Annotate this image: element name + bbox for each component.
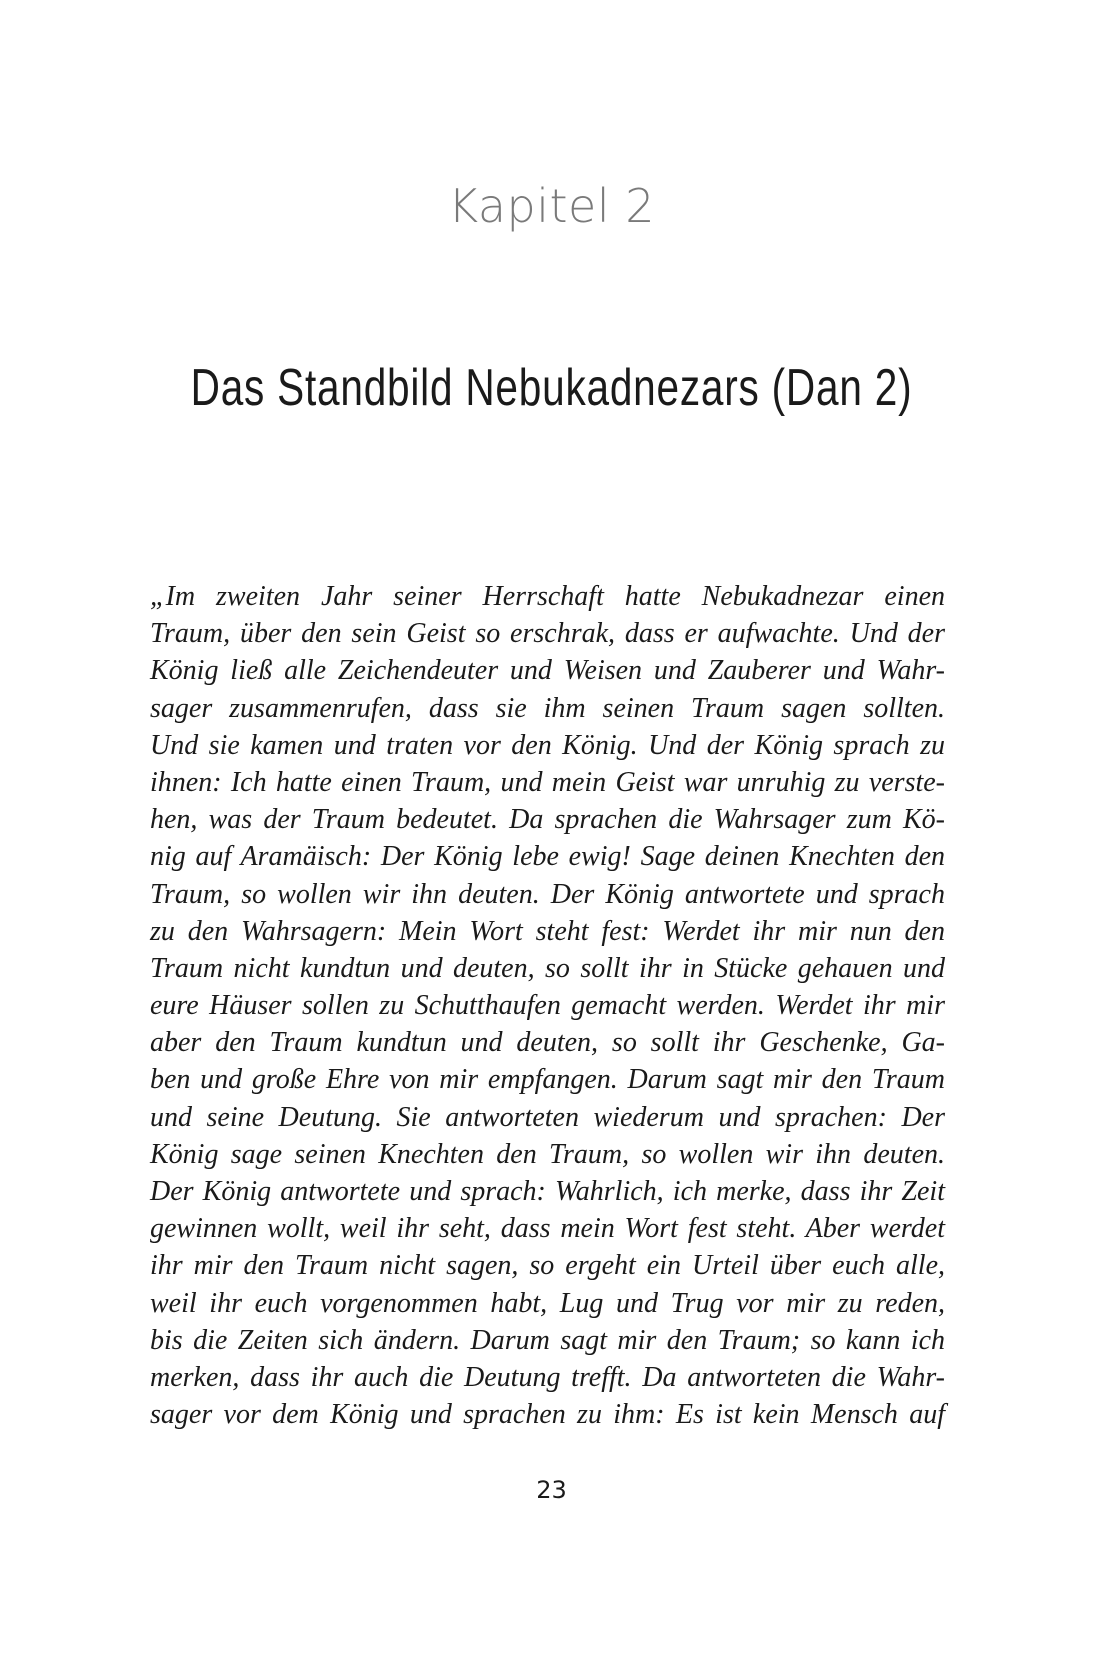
- body-line: König ließ alle Zeichendeuter und Weisen und Zauberer und Wahr-: [150, 655, 945, 687]
- body-text: [150, 578, 945, 1433]
- body-line: Der König antwortete und sprach: Wahrlich, ich merke, dass ihr Zeit: [150, 1176, 945, 1207]
- body-line: und seine Deutung. Sie antworteten wiederum und sprachen: Der: [150, 1101, 945, 1133]
- body-line: ihnen: Ich hatte einen Traum, und mein Geist war unruhig zu verste-: [150, 766, 945, 798]
- body-line: weil ihr euch vorgenommen habt, Lug und Trug vor mir zu reden,: [150, 1287, 945, 1319]
- body-line: nig auf Aramäisch: Der König lebe ewig! Sage deinen Knechten den: [150, 841, 945, 873]
- page-number: 23: [536, 1476, 567, 1504]
- body-line: bis die Zeiten sich ändern. Darum sagt mir den Traum; so kann ich: [150, 1324, 945, 1356]
- body-line: sager vor dem König und sprachen zu ihm: Es ist kein Mensch auf: [150, 1399, 945, 1431]
- body-line: „Im zweiten Jahr seiner Herrschaft hatte Nebukadnezar einen: [150, 581, 945, 612]
- chapter-label: Kapitel 2: [447, 179, 656, 233]
- body-line: aber den Traum kundtun und deuten, so sollt ihr Geschenke, Ga-: [150, 1027, 945, 1059]
- body-line: ben und große Ehre von mir empfangen. Darum sagt mir den Traum: [150, 1064, 945, 1096]
- body-line: ihr mir den Traum nicht sagen, so ergeht ein Urteil über euch alle,: [150, 1250, 945, 1282]
- body-line: zu den Wahrsagern: Mein Wort steht fest: Werdet ihr mir nun den: [150, 915, 945, 947]
- body-line: Traum nicht kundtun und deuten, so sollt ihr in Stücke gehauen und: [150, 952, 945, 984]
- body-line: Traum, über den sein Geist so erschrak, dass er aufwachte. Und der: [150, 618, 945, 650]
- body-line: Traum, so wollen wir ihn deuten. Der König antwortete und sprach: [150, 878, 945, 910]
- body-line: sager zusammenrufen, dass sie ihm seinen Traum sagen sollten.: [150, 692, 945, 724]
- body-line: hen, was der Traum bedeutet. Da sprachen die Wahrsager zum Kö-: [150, 804, 945, 836]
- body-line: König sage seinen Knechten den Traum, so wollen wir ihn deuten.: [150, 1138, 945, 1170]
- body-line: merken, dass ihr auch die Deutung trefft. Da antworteten die Wahr-: [150, 1361, 945, 1393]
- body-line: eure Häuser sollen zu Schutthaufen gemacht werden. Werdet ihr mir: [150, 990, 945, 1022]
- body-line: gewinnen wollt, weil ihr seht, dass mein Wort fest steht. Aber werdet: [150, 1213, 945, 1245]
- chapter-title: Das Standbild Nebukadnezars (Dan 2): [190, 359, 913, 417]
- body-line: Und sie kamen und traten vor den König. Und der König sprach zu: [150, 729, 945, 761]
